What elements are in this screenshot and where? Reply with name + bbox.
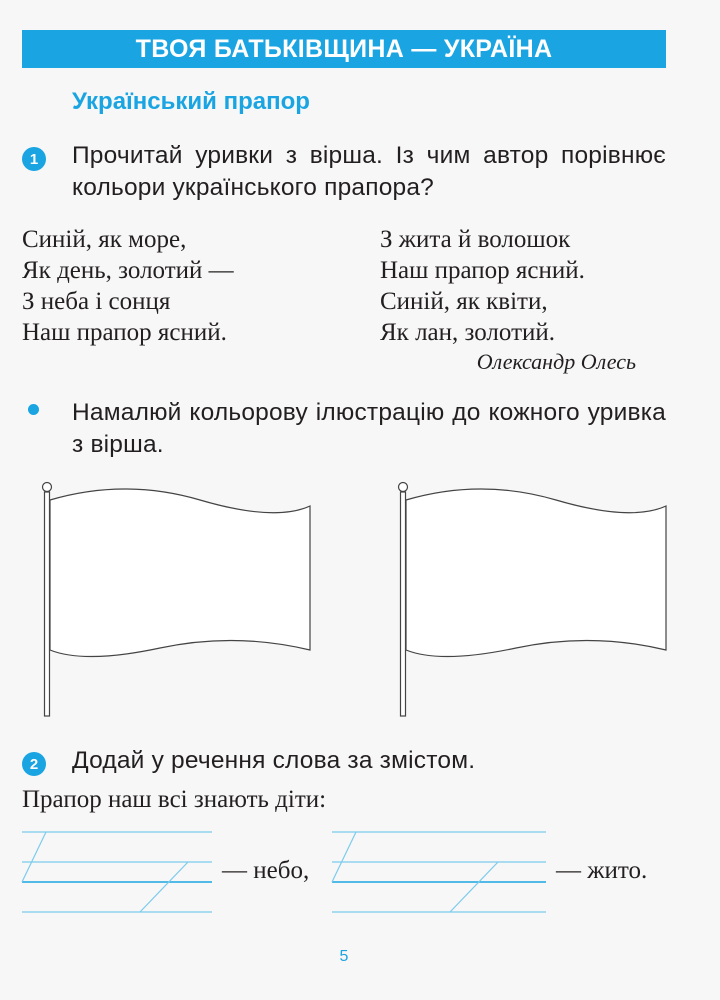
flagpole-finial (399, 483, 408, 492)
answer-line-2[interactable] (332, 832, 546, 912)
poem-line: З неба і сонця (22, 288, 171, 315)
task-2-number: 2 (22, 752, 46, 776)
poem-line: Як лан, золотий. (380, 319, 555, 346)
poem-line: Синій, як море, (22, 226, 187, 253)
page-number: 5 (339, 948, 349, 965)
poem-line: Наш прапор ясний. (22, 319, 227, 346)
flagpole (401, 492, 406, 716)
bullet-icon (28, 404, 39, 415)
word-sky: — небо, (222, 857, 310, 884)
rhyme-sentence: Прапор наш всі знають діти: (22, 786, 327, 813)
word-rye: — жито. (556, 857, 648, 884)
poem-line: Синій, як квіти, (380, 288, 548, 315)
flagpole-finial (43, 483, 52, 492)
poem-line: Як день, золотий — (22, 257, 234, 284)
answer-line-1[interactable] (22, 832, 212, 912)
section-banner (22, 30, 666, 68)
task-2-text: Додай у речення слова за змістом. (72, 747, 476, 774)
flag-right[interactable] (399, 483, 667, 717)
blank-flag-cloth[interactable] (406, 489, 666, 657)
flag-drawing-area (0, 470, 720, 730)
poem-line: Наш прапор ясний. (380, 257, 585, 284)
flagpole (45, 492, 50, 716)
blank-flag-cloth[interactable] (50, 489, 310, 657)
poem-left-column (22, 224, 234, 348)
section-title: ТВОЯ БАТЬКІВЩИНА — УКРАЇНА (135, 34, 553, 63)
lesson-subtitle: Український прапор (72, 88, 310, 115)
task-draw-text: Намалюй кольорову ілюстрацію до кожного уривка з вірша. (72, 399, 666, 458)
flag-left[interactable] (43, 483, 311, 717)
poem-author: Олександр Олесь (476, 349, 636, 374)
poem-right-column (380, 224, 585, 348)
poem-line: З жита й волошок (380, 226, 571, 253)
task-1-number: 1 (22, 147, 46, 171)
task-1-text: Прочитай уривки з вірша. Із чим автор порівнює кольори українського прапора? (72, 142, 666, 201)
